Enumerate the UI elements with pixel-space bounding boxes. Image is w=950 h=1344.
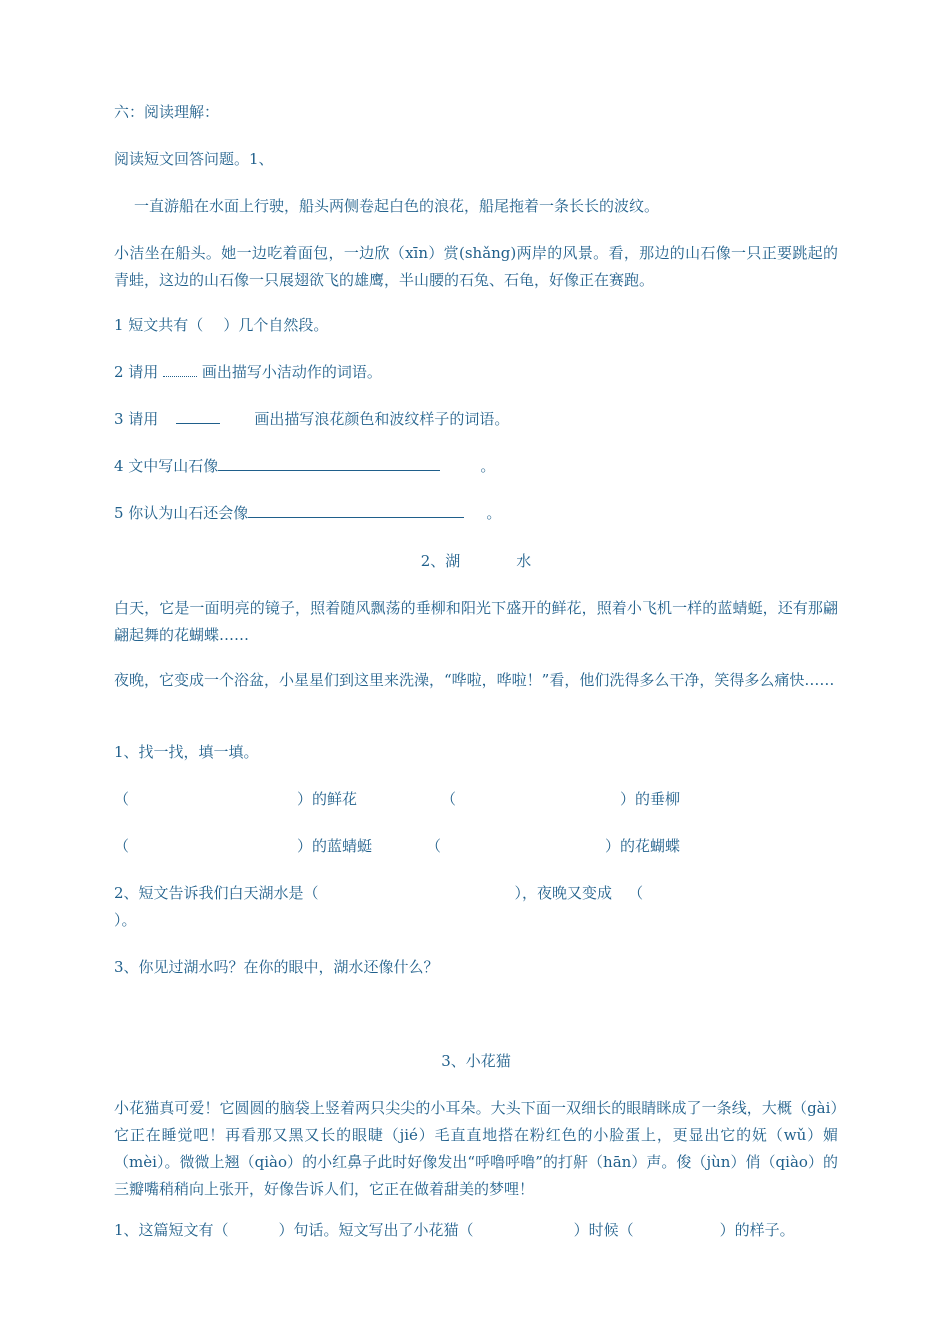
section-heading: 六：阅读理解： — [114, 103, 220, 121]
q5-answer-blank[interactable] — [248, 501, 464, 518]
fill-row-1 — [114, 786, 838, 813]
passage1-question1 — [114, 312, 838, 339]
passage2-title-part1: 2、湖 — [420, 552, 461, 570]
wavy-line-mark — [163, 362, 197, 377]
passage2-title — [114, 548, 838, 575]
passage1-question4 — [114, 453, 838, 480]
passage1-question3 — [114, 406, 838, 433]
passage2-paragraph2: 夜晚，它变成一个浴盆，小星星们到这里来洗澡，“哗啦，哗啦！”看，他们洗得多么干净，笑得多么痛快…… — [114, 671, 835, 689]
passage1-paragraph2: 小洁坐在船头。她一边吃着面包，一边欣（xīn）赏(shǎng)两岸的风景。看，那边的山石像一只正要跳起的青蛙，这边的山石像一只展翅欲飞的雄鹰，半山腰的石兔、石龟，好像正在赛跑。 — [114, 244, 838, 289]
q5-suffix: 。 — [486, 504, 502, 522]
q4-answer-blank[interactable] — [218, 454, 440, 471]
q2-suffix: 画出描写小洁动作的词语。 — [201, 363, 382, 381]
passage1-paragraph1: 一直游船在水面上行驶，船头两侧卷起白色的浪花，船尾拖着一条长长的波纹。 — [134, 197, 660, 215]
q2-p2-prefix: 2、短文告诉我们白天湖水是（ — [114, 884, 319, 902]
q2-prefix: 2 请用 — [114, 363, 159, 381]
passage1-question2 — [114, 359, 838, 386]
straight-line-mark — [176, 407, 220, 424]
q2-p2-open: （ — [628, 884, 644, 902]
q3-suffix: 画出描写浪花颜色和波纹样子的词语。 — [254, 410, 510, 428]
fill3-open: （ — [114, 837, 130, 855]
p3-q1-suffix: ）的样子。 — [719, 1221, 795, 1239]
passage3-title: 3、小花猫 — [441, 1052, 511, 1070]
q5-prefix: 5 你认为山石还会像 — [114, 504, 249, 522]
q1-prefix: 1 短文共有（ — [114, 316, 204, 334]
passage2-paragraph1: 白天，它是一面明亮的镜子，照着随风飘荡的垂柳和阳光下盛开的鲜花，照着小飞机一样的蓝蜻蜓，还有那翩翩起舞的花蝴蝶…… — [114, 599, 838, 644]
passage2-question2 — [114, 880, 838, 907]
passage2-question1: 1、找一找，填一填。 — [114, 743, 259, 761]
passage2-question3: 3、你见过湖水吗？在你的眼中，湖水还像什么？ — [114, 958, 439, 976]
q4-suffix: 。 — [480, 457, 496, 475]
fill1-open: （ — [114, 790, 130, 808]
q3-prefix: 3 请用 — [114, 410, 159, 428]
fill1-label: ）的鲜花 — [297, 790, 358, 808]
passage3-paragraph: 小花猫真可爱！它圆圆的脑袋上竖着两只尖尖的小耳朵。大头下面一双细长的眼睛眯成了一条线，大概（gài）它正在睡觉吧！再看那又黑又长的眼睫（jié）毛直直地搭在粉红色的小脸蛋上，更显出它的妩（wǔ）媚（mèi）。微微上翘（qiào）的小红鼻子此时好像发出“呼噜呼噜”的打鼾（hān）声。俊（jùn）俏（qiào）的三瓣嘴稍稍向上张开，好像告诉人们，它正在做着甜美的梦哩！ — [114, 1099, 838, 1198]
fill4-open: （ — [426, 837, 442, 855]
passage2-question2-end: ）。 — [114, 911, 137, 929]
fill4-label: ）的花蝴蝶 — [605, 837, 681, 855]
passage2-title-part2: 水 — [516, 552, 532, 570]
passage1-question5 — [114, 500, 838, 527]
fill-row-2 — [114, 833, 838, 860]
q1-suffix: ）几个自然段。 — [223, 316, 329, 334]
q2-p2-middle: ），夜晚又变成 — [514, 884, 613, 902]
p3-q1-middle1: ）句话。短文写出了小花猫（ — [278, 1221, 474, 1239]
passage1-intro: 阅读短文回答问题。1、 — [114, 150, 274, 168]
p3-q1-middle2: ）时候（ — [573, 1221, 634, 1239]
fill2-open: （ — [441, 790, 457, 808]
q4-prefix: 4 文中写山石像 — [114, 457, 219, 475]
fill3-label: ）的蓝蜻蜓 — [297, 837, 373, 855]
p3-q1-prefix: 1、这篇短文有（ — [114, 1221, 229, 1239]
passage3-question1 — [114, 1217, 838, 1244]
fill2-label: ）的垂柳 — [620, 790, 681, 808]
